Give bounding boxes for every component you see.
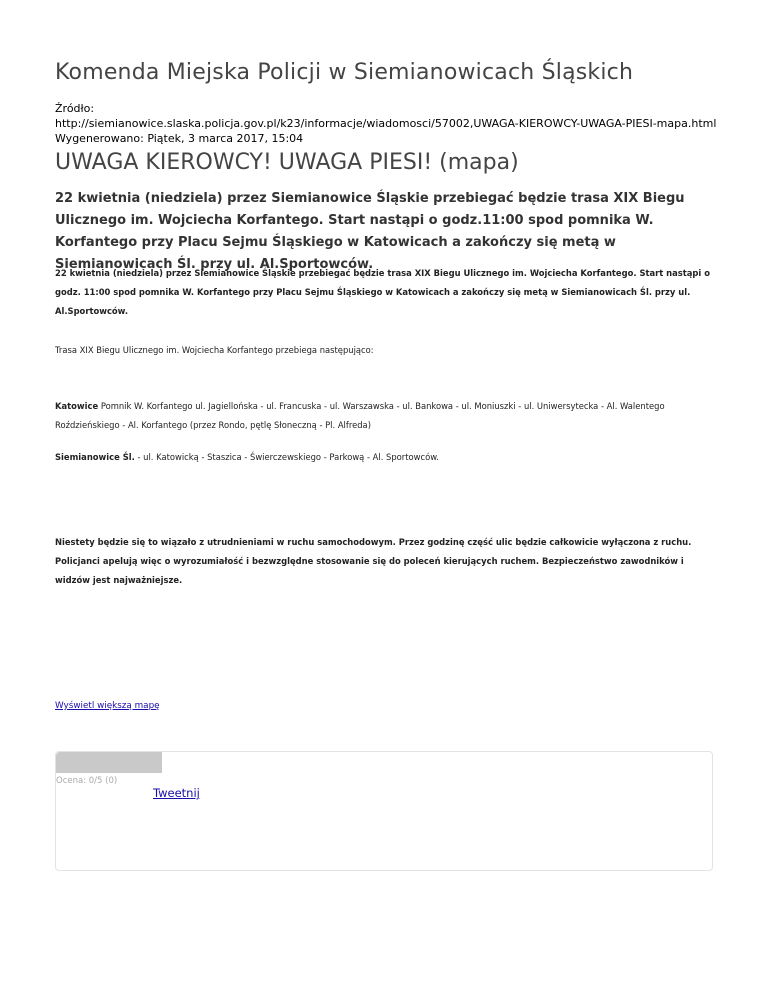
route-siemianowice bbox=[55, 448, 720, 467]
rating-share-panel bbox=[55, 751, 713, 871]
article-paragraph-2: Trasa XIX Biegu Ulicznego im. Wojciecha Korfantego przebiega następująco: bbox=[55, 345, 374, 355]
rating-stars-bar[interactable] bbox=[56, 752, 162, 773]
route-katowice-city: Katowice bbox=[55, 401, 99, 411]
source-meta bbox=[55, 101, 716, 146]
generated-date: Wygenerowano: Piątek, 3 marca 2017, 15:04 bbox=[55, 132, 304, 145]
article-title: UWAGA KIEROWCY! UWAGA PIESI! (mapa) bbox=[55, 150, 519, 175]
source-url: http://siemianowice.slaska.policja.gov.pl/k23/informacje/wiadomosci/57002,UWAGA-KIEROWCY-UWAGA-PIESI-mapa.html bbox=[55, 117, 717, 130]
route-siemianowice-city: Siemianowice Śl. bbox=[55, 452, 135, 462]
rating-text: Ocena: 0/5 (0) bbox=[56, 776, 118, 786]
article-paragraph-1: 22 kwietnia (niedziela) przez Siemianowice Śląskie przebiegać będzie trasa XIX Biegu Ulicznego im. Wojciecha Korfantego. Start nastąpi o godz. 11:00 spod pomnika W. Korfantego przy Placu Sejmu Śląskiego w Katowicach a zakończy się metą w Siemianowicach Śl. przy ul. Al.Sportowców. bbox=[55, 268, 710, 316]
larger-map-link[interactable]: Wyświetl większą mapę bbox=[55, 701, 160, 711]
site-title: Komenda Miejska Policji w Siemianowicach Śląskich bbox=[55, 60, 634, 85]
route-siemianowice-streets: - ul. Katowicką - Staszica - Świerczewskiego - Parkową - Al. Sportowców. bbox=[134, 452, 439, 462]
article-lead: 22 kwietnia (niedziela) przez Siemianowice Śląskie przebiegać będzie trasa XIX Biegu Ulicznego im. Wojciecha Korfantego. Start nastąpi o godz.11:00 spod pomnika W. Korfantego przy Placu Sejmu Śląskiego w Katowicach a zakończy się metą w Siemianowicach Śl. przy ul. Al.Sportowców. bbox=[55, 191, 685, 272]
source-label: Źródło: bbox=[55, 102, 95, 115]
article-paragraph-warning: Niestety będzie się to wiązało z utrudnieniami w ruchu samochodowym. Przez godzinę część ulic będzie całkowicie wyłączona z ruchu. Policjanci apelują więc o wyrozumiałość i bezwzględne stosowanie się do poleceń kierujących ruchem. Bezpieczeństwo zawodników i widzów jest najważniejsze. bbox=[55, 537, 692, 585]
route-katowice-streets: Pomnik W. Korfantego ul. Jagiellońska - ul. Francuska - ul. Warszawska - ul. Bankowa - ul. Moniuszki - ul. Uniwersytecka - Al. Walentego Roździeńskiego - Al. Korfantego (przez Rondo, pętlę Słoneczną - Pl. Alfreda) bbox=[55, 401, 665, 430]
tweet-button[interactable]: Tweetnij bbox=[153, 786, 200, 800]
route-katowice bbox=[55, 397, 720, 435]
